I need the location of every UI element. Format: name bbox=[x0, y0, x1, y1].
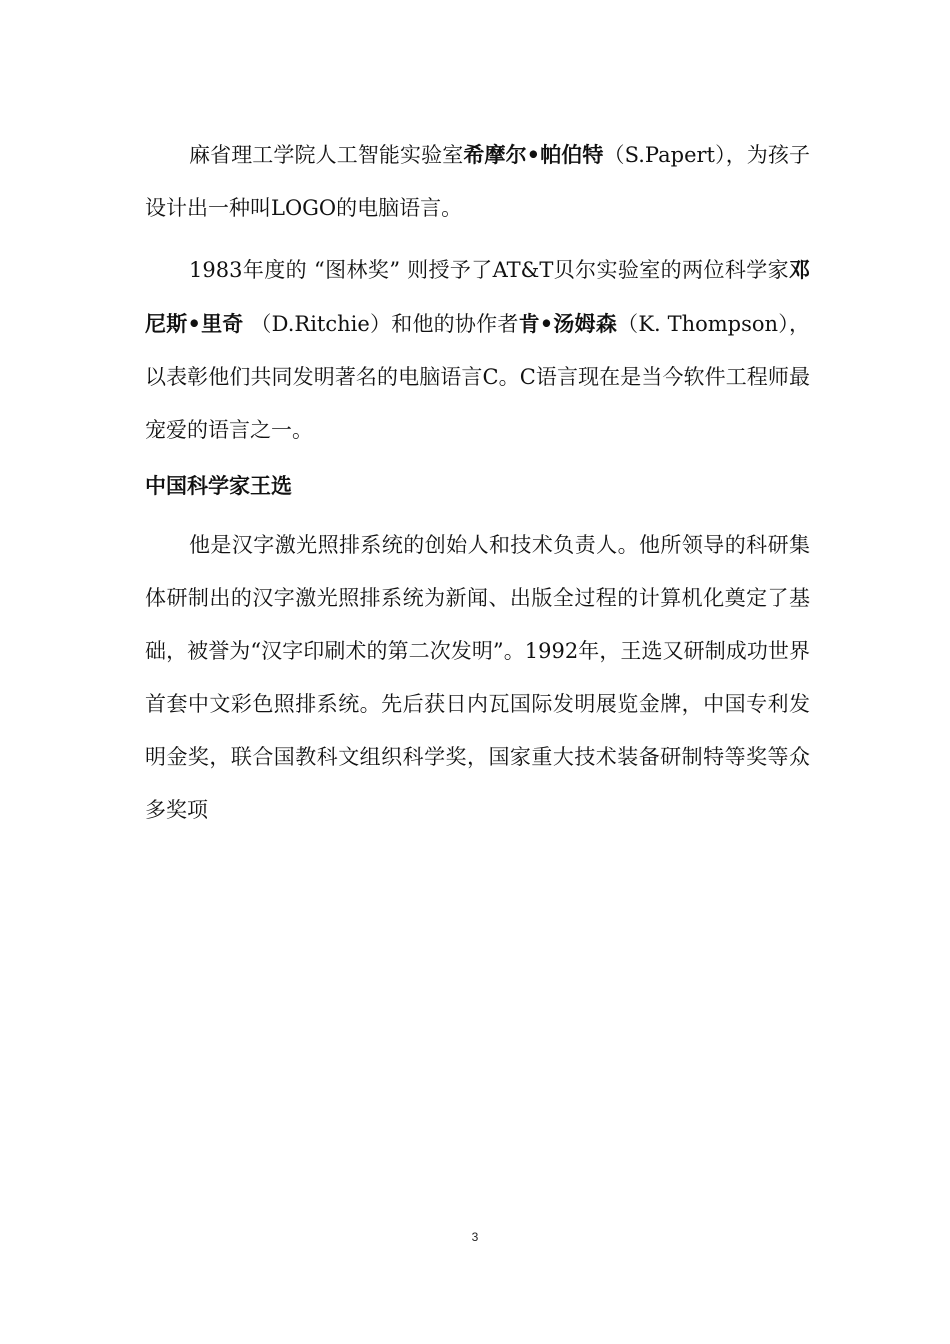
paragraph-wang-xuan: 他是汉字激光照排系统的创始人和技术负责人。他所领导的科研集体研制出的汉字激光照排系统为新闻、出版全过程的计算机化奠定了基础，被誉为“汉字印刷术的第二次发明”。1992年，王选又研制成功世界首套中文彩色照排系统。先后获日内瓦国际发明展览金牌，中国专利发明金奖，联合国教科文组织科学奖，国家重大技术装备研制特等奖等众多奖项 bbox=[145, 533, 810, 822]
person-name-ritchie: 邓尼斯•里奇 bbox=[145, 257, 810, 336]
paragraph-text: （K. Thompson），以表彰他们共同发明著名的电脑语言C。C语言现在是当今软件工程师最宠爱的语言之一。 bbox=[145, 312, 810, 442]
paragraph-papert bbox=[145, 128, 810, 235]
page-number: 3 bbox=[471, 1230, 479, 1244]
paragraph-turing-award bbox=[145, 243, 810, 457]
paragraph-text: （S.Papert），为孩子设计出一种叫LOGO的电脑语言。 bbox=[145, 143, 811, 220]
section-heading: 中国科学家王选 bbox=[145, 474, 292, 498]
document-body bbox=[145, 128, 810, 837]
person-name-thompson: 肯•汤姆森 bbox=[518, 311, 618, 336]
paragraph-text: （D.Ritchie）和他的协作者 bbox=[243, 312, 519, 336]
person-name-papert: 希摩尔•帕伯特 bbox=[463, 142, 604, 167]
paragraph-text: 1983年度的 “图林奖” 则授予了AT&T贝尔实验室的两位科学家 bbox=[189, 258, 789, 282]
paragraph-text: 麻省理工学院人工智能实验室 bbox=[189, 143, 464, 167]
